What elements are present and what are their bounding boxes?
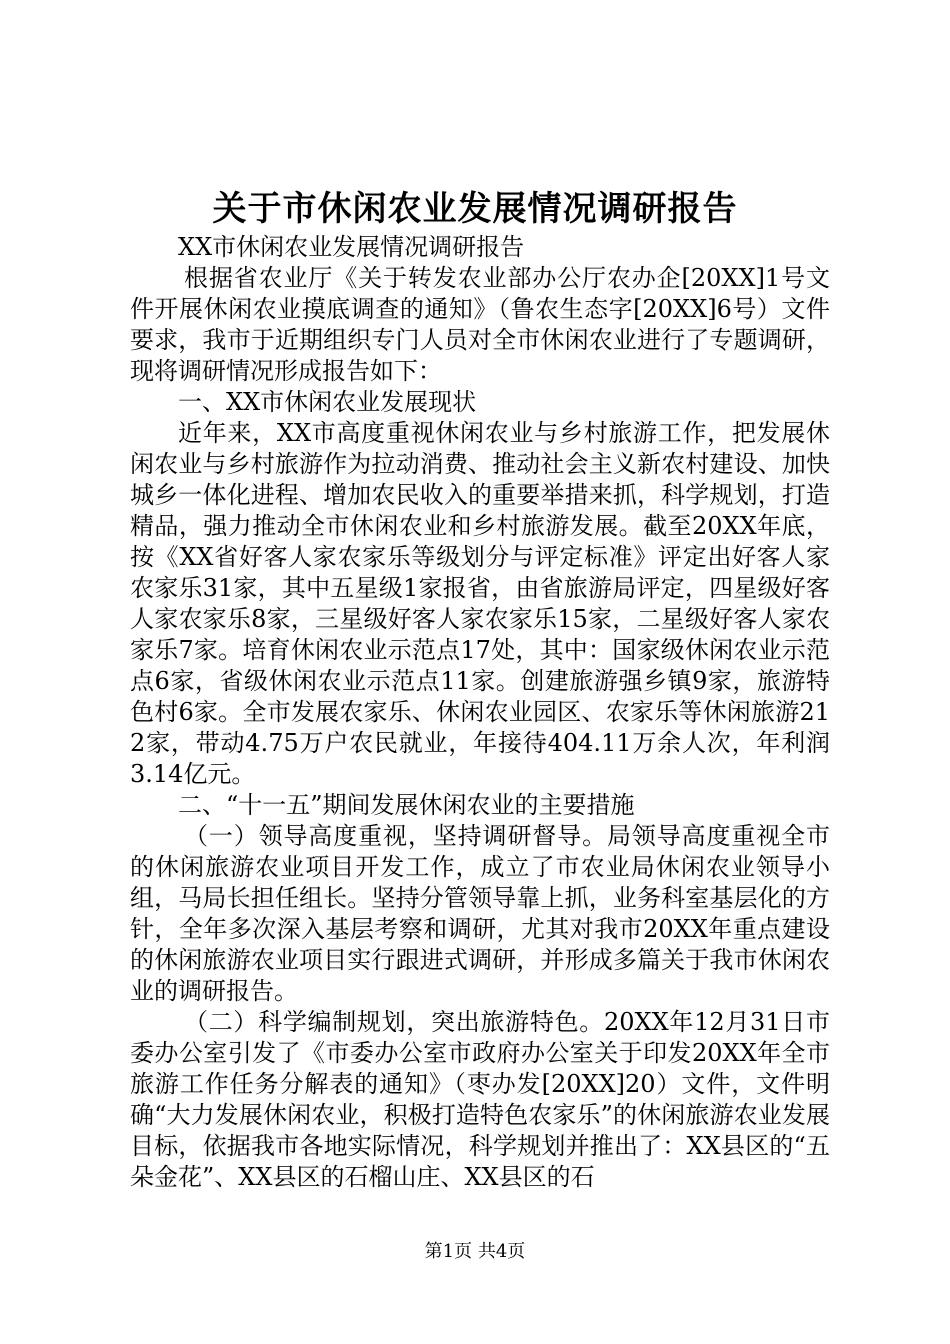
document-body [130,232,830,1193]
measure-paragraph-2: （二）科学编制规划，突出旅游特色。20XX年12月31日市委办公室引发了《市委办公室市政府办公室关于印发20XX年全市旅游工作任务分解表的通知》（枣办发[20XX]20）文件，文件明确“大力发展休闲农业，积极打造特色农家乐”的休闲旅游农业发展目标，依据我市各地实际情况，科学规划并推出了：XX县区的“五朵金花”、XX县区的石榴山庄、XX县区的石 [130,1008,830,1191]
document-title: 关于市休闲农业发展情况调研报告 [212,189,738,229]
section-heading-2: 二、“十一五”期间发展休闲农业的主要措施 [178,791,635,819]
report-subtitle: XX市休闲农业发展情况调研报告 [178,233,525,261]
status-paragraph: 近年来，XX市高度重视休闲农业与乡村旅游工作，把发展休闲农业与乡村旅游作为拉动消费、推动社会主义新农村建设、加快城乡一体化进程、增加农民收入的重要举措来抓，科学规划，打造精品，强力推动全市休闲农业和乡村旅游发展。截至20XX年底，按《XX省好客人家农家乐等级划分与评定标准》评定出好客人家农家乐31家，其中五星级1家报省，由省旅游局评定，四星级好客人家农家乐8家，三星级好客人家农家乐15家，二星级好客人家农家乐7家。培育休闲农业示范点17处，其中：国家级休闲农业示范点6家，省级休闲农业示范点11家。创建旅游强乡镇9家，旅游特色村6家。全市发展农家乐、休闲农业园区、农家乐等休闲旅游212家，带动4.75万户农民就业，年接待404.11万余人次，年利润3.14亿元。 [130,419,830,788]
measure-paragraph-1: （一）领导高度重视，坚持调研督导。局领导高度重视全市的休闲旅游农业项目开发工作，成立了市农业局休闲农业领导小组，马局长担任组长。坚持分管领导靠上抓，业务科室基层化的方针，全年多次深入基层考察和调研，尤其对我市20XX年重点建设的休闲旅游农业项目实行跟进式调研，并形成多篇关于我市休闲农业的调研报告。 [130,822,830,1005]
section-heading-1: 一、XX市休闲农业发展现状 [178,388,477,416]
intro-paragraph: 根据省农业厅《关于转发农业部办公厅农办企[20XX]1号文件开展休闲农业摸底调查的通知》（鲁农生态字[20XX]6号）文件要求，我市于近期组织专门人员对全市休闲农业进行了专题调研，现将调研情况形成报告如下： [130,264,830,385]
page-footer: 第1页 共4页 [424,1241,526,1262]
